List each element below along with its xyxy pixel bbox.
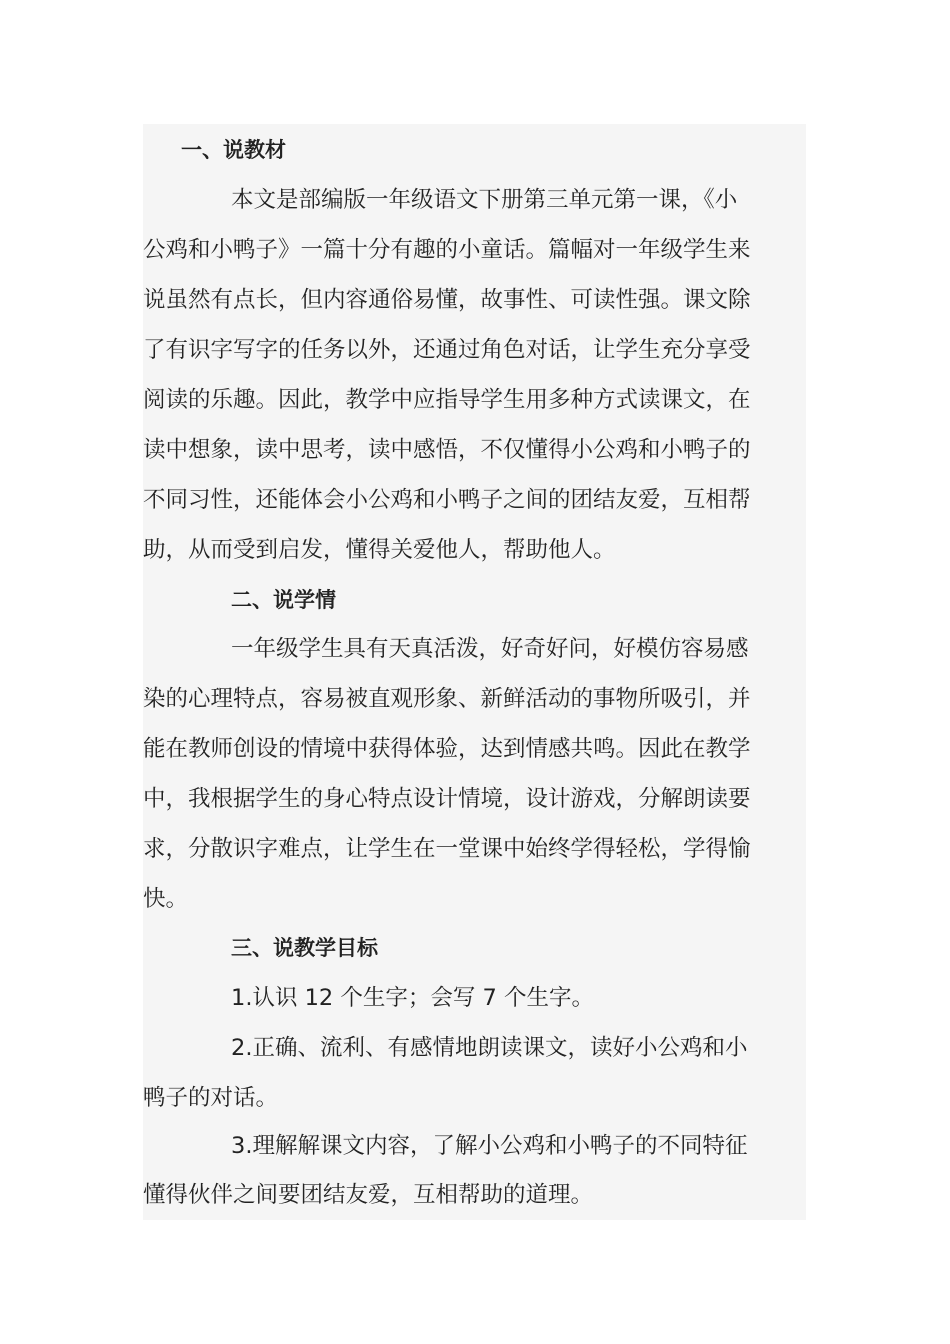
paragraph-line: 鸭子的对话。 xyxy=(143,1085,279,1111)
paragraph-line: 求，分散识字难点，让学生在一堂课中始终学得轻松，学得愉 xyxy=(143,836,751,862)
paragraph-line: 不同习性，还能体会小公鸡和小鸭子之间的团结友爱，互相帮 xyxy=(143,487,751,513)
document-body xyxy=(143,124,806,1220)
section-heading-student-situation: 二、说学情 xyxy=(231,588,336,612)
paragraph-line: 了有识字写字的任务以外，还通过角色对话，让学生充分享受 xyxy=(143,337,751,363)
paragraph-line: 阅读的乐趣。因此，教学中应指导学生用多种方式读课文，在 xyxy=(143,387,751,413)
paragraph-line: 公鸡和小鸭子》一篇十分有趣的小童话。篇幅对一年级学生来 xyxy=(143,237,751,263)
paragraph-line: 懂得伙伴之间要团结友爱，互相帮助的道理。 xyxy=(143,1182,594,1208)
paragraph-line: 助，从而受到启发，懂得关爱他人，帮助他人。 xyxy=(143,537,616,563)
objective-item: 2.正确、流利、有感情地朗读课文，读好小公鸡和小 xyxy=(231,1035,748,1061)
paragraph-line: 能在教师创设的情境中获得体验，达到情感共鸣。因此在教学 xyxy=(143,736,751,762)
section-heading-teaching-material: 一、说教材 xyxy=(181,138,286,162)
paragraph-line: 说虽然有点长，但内容通俗易懂，故事性、可读性强。课文除 xyxy=(143,287,751,313)
paragraph-line: 本文是部编版一年级语文下册第三单元第一课，《小 xyxy=(231,187,738,213)
paragraph-line: 染的心理特点，容易被直观形象、新鲜活动的事物所吸引，并 xyxy=(143,686,751,712)
paragraph-line: 中，我根据学生的身心特点设计情境，设计游戏，分解朗读要 xyxy=(143,786,751,812)
objective-item: 3.理解解课文内容，了解小公鸡和小鸭子的不同特征 xyxy=(231,1133,748,1159)
section-heading-teaching-objectives: 三、说教学目标 xyxy=(231,936,378,960)
paragraph-line: 快。 xyxy=(143,886,189,912)
paragraph-line: 读中想象，读中思考，读中感悟，不仅懂得小公鸡和小鸭子的 xyxy=(143,437,751,463)
objective-item: 1.认识 12 个生字；会写 7 个生字。 xyxy=(231,985,595,1011)
paragraph-line: 一年级学生具有天真活泼，好奇好问，好模仿容易感 xyxy=(231,636,749,662)
